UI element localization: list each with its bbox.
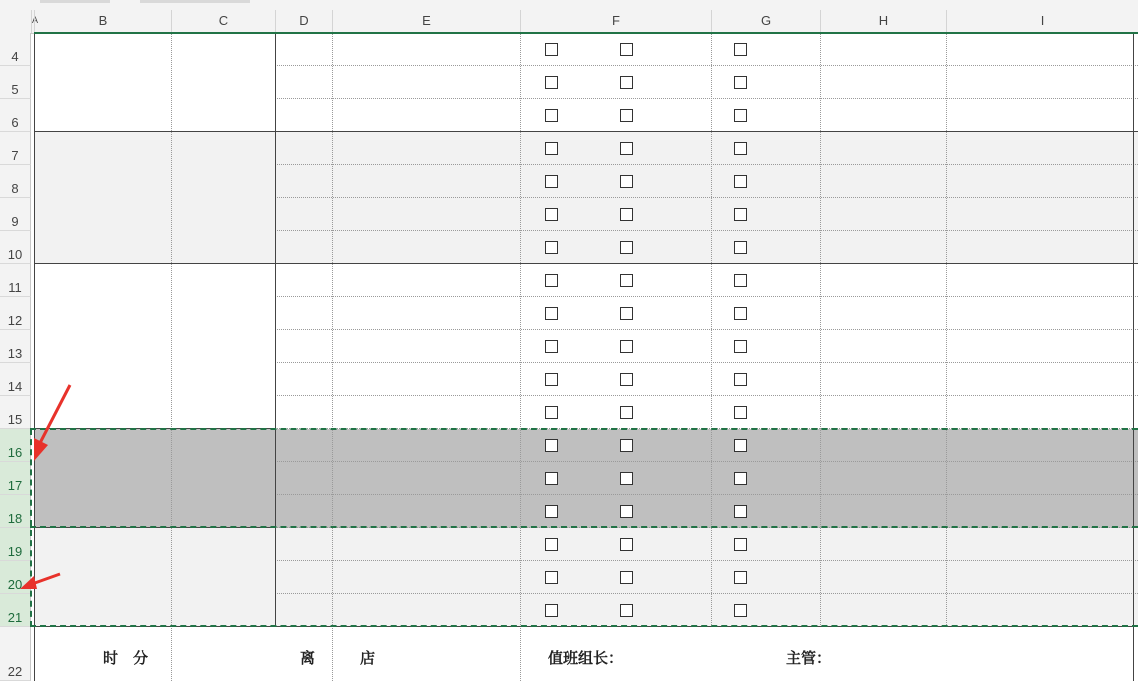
- column-header-c[interactable]: C: [171, 10, 275, 33]
- checkbox-1[interactable]: [545, 307, 558, 320]
- checkbox-3[interactable]: [734, 373, 747, 386]
- checkbox-2[interactable]: [620, 109, 633, 122]
- checkbox-2[interactable]: [620, 208, 633, 221]
- row-gridline: [275, 362, 1138, 363]
- row-number: 17: [7, 478, 23, 493]
- checkbox-2[interactable]: [620, 76, 633, 89]
- checkbox-1[interactable]: [545, 208, 558, 221]
- row-gridline: [275, 395, 1138, 396]
- checkbox-3[interactable]: [734, 538, 747, 551]
- checkbox-3[interactable]: [734, 307, 747, 320]
- footer-shift-leader: 值班组长：: [548, 649, 624, 667]
- checkbox-1[interactable]: [545, 340, 558, 353]
- row-gridline: [275, 494, 1138, 495]
- row-gridline: [275, 329, 1138, 330]
- row-header-19[interactable]: [0, 528, 31, 561]
- selected-range-fill: [34, 429, 1138, 528]
- col-divider: [332, 33, 333, 681]
- row-header-9[interactable]: [0, 198, 31, 231]
- checkbox-3[interactable]: [734, 43, 747, 56]
- column-header-b[interactable]: B: [34, 10, 171, 33]
- checkbox-3[interactable]: [734, 505, 747, 518]
- footer-time: 时 分: [103, 649, 149, 667]
- row-header-16[interactable]: [0, 429, 31, 462]
- checkbox-2[interactable]: [620, 373, 633, 386]
- toolbar-strip: [0, 0, 1138, 10]
- tab-mark: [40, 0, 110, 3]
- copy-marquee: [30, 625, 1138, 627]
- row-header-5[interactable]: [0, 66, 31, 99]
- checkbox-3[interactable]: [734, 472, 747, 485]
- tab-mark: [140, 0, 250, 3]
- row-number: 14: [7, 379, 23, 394]
- checkbox-1[interactable]: [545, 571, 558, 584]
- row-header-10[interactable]: [0, 231, 31, 264]
- row-number: 12: [7, 313, 23, 328]
- group-band-shade: [34, 132, 1138, 264]
- checkbox-3[interactable]: [734, 208, 747, 221]
- checkbox-3[interactable]: [734, 406, 747, 419]
- row-gridline: [275, 593, 1138, 594]
- table-right-border: [1133, 33, 1134, 681]
- row-header-4[interactable]: [0, 33, 31, 66]
- row-header-11[interactable]: [0, 264, 31, 297]
- row-number: 6: [11, 115, 19, 130]
- col-divider: [171, 33, 172, 681]
- checkbox-2[interactable]: [620, 604, 633, 617]
- column-header-f[interactable]: F: [520, 10, 711, 33]
- row-gridline: [275, 98, 1138, 99]
- checkbox-1[interactable]: [545, 274, 558, 287]
- row-header-6[interactable]: [0, 99, 31, 132]
- annotation-arrow-1: [30, 383, 72, 465]
- row-number: 16: [7, 445, 23, 460]
- column-header-bar: [0, 0, 1138, 34]
- copy-marquee: [30, 526, 1138, 528]
- row-number: 22: [7, 664, 23, 679]
- checkbox-3[interactable]: [734, 604, 747, 617]
- checkbox-1[interactable]: [545, 241, 558, 254]
- column-header-h[interactable]: H: [820, 10, 946, 33]
- checkbox-1[interactable]: [545, 604, 558, 617]
- group-band-shade: [34, 528, 1138, 627]
- group-border: [275, 131, 1138, 132]
- row-header-8[interactable]: [0, 165, 31, 198]
- group-border: [34, 263, 275, 264]
- checkbox-2[interactable]: [620, 406, 633, 419]
- column-header-i[interactable]: I: [946, 10, 1138, 33]
- checkbox-2[interactable]: [620, 340, 633, 353]
- row-header-12[interactable]: [0, 297, 31, 330]
- row-gridline: [275, 164, 1138, 165]
- checkbox-2[interactable]: [620, 472, 633, 485]
- checkbox-2[interactable]: [620, 538, 633, 551]
- row-number: 10: [7, 247, 23, 262]
- row-number: 7: [11, 148, 19, 163]
- col-divider: [520, 33, 521, 681]
- copy-marquee: [30, 428, 1138, 430]
- column-header-e[interactable]: E: [332, 10, 520, 33]
- row-gridline: [275, 461, 1138, 462]
- col-divider: [946, 33, 947, 627]
- checkbox-3[interactable]: [734, 439, 747, 452]
- row-gridline: [275, 230, 1138, 231]
- row-gridline: [275, 65, 1138, 66]
- row-number: 8: [11, 181, 19, 196]
- checkbox-2[interactable]: [620, 142, 633, 155]
- checkbox-2[interactable]: [620, 571, 633, 584]
- checkbox-3[interactable]: [734, 76, 747, 89]
- row-number: 20: [7, 577, 23, 592]
- checkbox-3[interactable]: [734, 142, 747, 155]
- checkbox-2[interactable]: [620, 175, 633, 188]
- top-selection-edge: [34, 32, 1138, 34]
- column-header-d[interactable]: D: [275, 10, 332, 33]
- checkbox-3[interactable]: [734, 274, 747, 287]
- row-number: 11: [8, 280, 22, 295]
- checkbox-2[interactable]: [620, 505, 633, 518]
- col-divider: [820, 33, 821, 627]
- row-number: 4: [11, 49, 19, 64]
- column-header-a[interactable]: A: [31, 10, 34, 33]
- row-number: 21: [7, 610, 23, 625]
- checkbox-3[interactable]: [734, 340, 747, 353]
- row-number: 5: [11, 82, 19, 97]
- col-divider: [711, 33, 712, 627]
- checkbox-2[interactable]: [620, 439, 633, 452]
- row-number: 13: [7, 346, 23, 361]
- checkbox-1[interactable]: [545, 406, 558, 419]
- footer-supervisor: 主管：: [786, 649, 832, 667]
- row-gridline: [275, 197, 1138, 198]
- row-header-17[interactable]: [0, 462, 31, 495]
- checkbox-1[interactable]: [545, 472, 558, 485]
- group-border: [275, 263, 1138, 264]
- row-gridline: [275, 296, 1138, 297]
- checkbox-2[interactable]: [620, 274, 633, 287]
- checkbox-3[interactable]: [734, 175, 747, 188]
- row-gridline: [275, 560, 1138, 561]
- checkbox-1[interactable]: [545, 76, 558, 89]
- row-number: 15: [7, 412, 23, 427]
- row-number: 19: [7, 544, 23, 559]
- checkbox-2[interactable]: [620, 241, 633, 254]
- checkbox-1[interactable]: [545, 142, 558, 155]
- group-border: [34, 131, 275, 132]
- row-header-21[interactable]: [0, 594, 31, 627]
- footer-leave-store: 离 店: [300, 649, 376, 667]
- row-header-13[interactable]: [0, 330, 31, 363]
- checkbox-1[interactable]: [545, 43, 558, 56]
- checkbox-1[interactable]: [545, 109, 558, 122]
- checkbox-2[interactable]: [620, 43, 633, 56]
- row-number: 18: [7, 511, 23, 526]
- row-number: 9: [11, 214, 19, 229]
- row-header-18[interactable]: [0, 495, 31, 528]
- checkbox-3[interactable]: [734, 109, 747, 122]
- row-header-15[interactable]: [0, 396, 31, 429]
- row-header-22[interactable]: [0, 627, 31, 681]
- checkbox-1[interactable]: [545, 373, 558, 386]
- row-header-14[interactable]: [0, 363, 31, 396]
- checkbox-3[interactable]: [734, 241, 747, 254]
- col-divider: [275, 33, 276, 627]
- checkbox-1[interactable]: [545, 505, 558, 518]
- checkbox-3[interactable]: [734, 571, 747, 584]
- column-header-g[interactable]: G: [711, 10, 820, 33]
- checkbox-2[interactable]: [620, 307, 633, 320]
- checkbox-1[interactable]: [545, 538, 558, 551]
- checkbox-1[interactable]: [545, 439, 558, 452]
- annotation-arrow-2: [18, 570, 62, 592]
- row-header-7[interactable]: [0, 132, 31, 165]
- checkbox-1[interactable]: [545, 175, 558, 188]
